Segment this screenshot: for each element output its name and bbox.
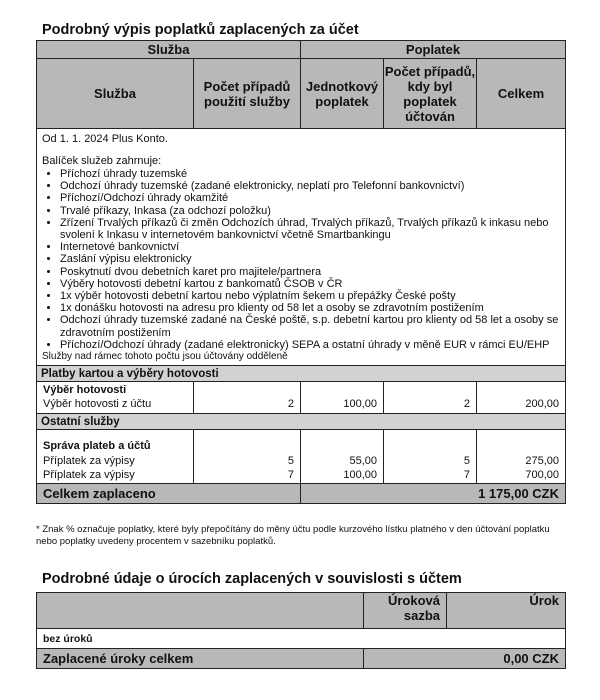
package-item: • 1x výběr hotovosti debetní kartou nebo výplatním šekem u přepážky České pošty [60,290,561,302]
package-item: • Příchozí úhrady tuzemské [60,168,561,180]
interest-total-value: 0,00 CZK [364,649,566,669]
group-header-fee: Poplatek [301,41,566,59]
package-item: • 1x donášku hotovosti na adresu pro klienty od 58 let a osoby se zdravotním postižením [60,302,561,314]
group-header-service: Služba [37,41,301,59]
col-header-total: Celkem [477,59,566,129]
package-cell [37,129,566,366]
row-total: 700,00 [477,468,566,484]
col-header-service: Služba [37,59,194,129]
row-name: Příplatek za výpisy [37,468,194,484]
row-charged: 7 [384,468,477,484]
section-title-cards: Platby kartou a výběry hotovosti [37,366,566,382]
row-charged: 5 [384,454,477,468]
package-item: • Zřízení Trvalých příkazů či změn Odchozích úhrad, Trvalých příkazů, Trvalých příkazů k inkasu nebo svolení k Inkasu v internetovém bankovnictví včetně Smartbankingu [60,217,561,241]
package-item: • Poskytnutí dvou debetních karet pro majitele/partnera [60,266,561,278]
fees-footnote: * Znak % označuje poplatky, které byly přepočítány do měny účtu podle kurzového lístku platného v den účtování poplatku nebo poplatky uvedeny procentem v sazebníku poplatků. [36,524,550,547]
fees-total-label: Celkem zaplaceno [37,484,301,504]
package-item: • Internetové bankovnictví [60,241,561,253]
interest-total-label: Zaplacené úroky celkem [37,649,364,669]
package-item: • Příchozí/Odchozí úhrady okamžité [60,192,561,204]
section-subtitle-accounts: Správa plateb a účtů [37,430,194,454]
col-header-count: Počet případů použití služby [194,59,301,129]
package-item: • Zaslání výpisu elektronicky [60,253,561,265]
package-intro: Od 1. 1. 2024 Plus Konto. [42,133,168,145]
col-header-rate: Úroková sazba [364,593,447,629]
section-subtitle-cash: Výběr hotovosti [37,382,194,396]
package-item: • Odchozí úhrady tuzemské (zadané elektronicky, neplatí pro Telefonní bankovnictví) [60,180,561,192]
row-count: 5 [194,454,301,468]
fees-total-value: 1 175,00 CZK [301,484,566,504]
row-charged: 2 [384,396,477,414]
interest-title: Podrobné údaje o úrocích zaplacených v souvislosti s účtem [42,571,462,587]
package-footer: Služby nad rámec tohoto počtu jsou účtovány odděleně [42,351,288,363]
no-interest-label: bez úroků [37,629,566,649]
table-row [37,468,566,484]
col-header-interest: Úrok [447,593,566,629]
interest-header-blank [37,593,364,629]
row-total: 200,00 [477,396,566,414]
row-unit: 100,00 [301,396,384,414]
row-unit: 100,00 [301,468,384,484]
package-item: • Příchozí/Odchozí úhrady (zadané elektronicky) SEPA a ostatní úhrady v měně EUR v rámci EU/EHP [60,339,561,351]
package-item: • Trvalé příkazy, Inkasa (za odchozí položku) [60,205,561,217]
row-count: 2 [194,396,301,414]
row-total: 275,00 [477,454,566,468]
package-includes-label: Balíček služeb zahrnuje: [42,155,162,167]
package-item: • Výběry hotovosti debetní kartou z bankomatů ČSOB v ČR [60,278,561,290]
fees-title: Podrobný výpis poplatků zaplacených za účet [42,22,359,38]
fees-table [36,40,566,504]
col-header-charged: Počet případů, kdy byl poplatek účtován [384,59,477,129]
package-item: • Odchozí úhrady tuzemské zadané na České poště, s.p. debetní kartou pro klienty od 58 let a osoby se zdravotním postižením [60,314,561,338]
col-header-unit: Jednotkový poplatek [301,59,384,129]
row-unit: 55,00 [301,454,384,468]
section-title-other: Ostatní služby [37,414,566,430]
table-row [37,454,566,468]
row-name: Výběr hotovosti z účtu [37,396,194,414]
row-count: 7 [194,468,301,484]
table-row [37,396,566,414]
package-list [42,168,561,351]
row-name: Příplatek za výpisy [37,454,194,468]
interest-table [36,592,566,669]
